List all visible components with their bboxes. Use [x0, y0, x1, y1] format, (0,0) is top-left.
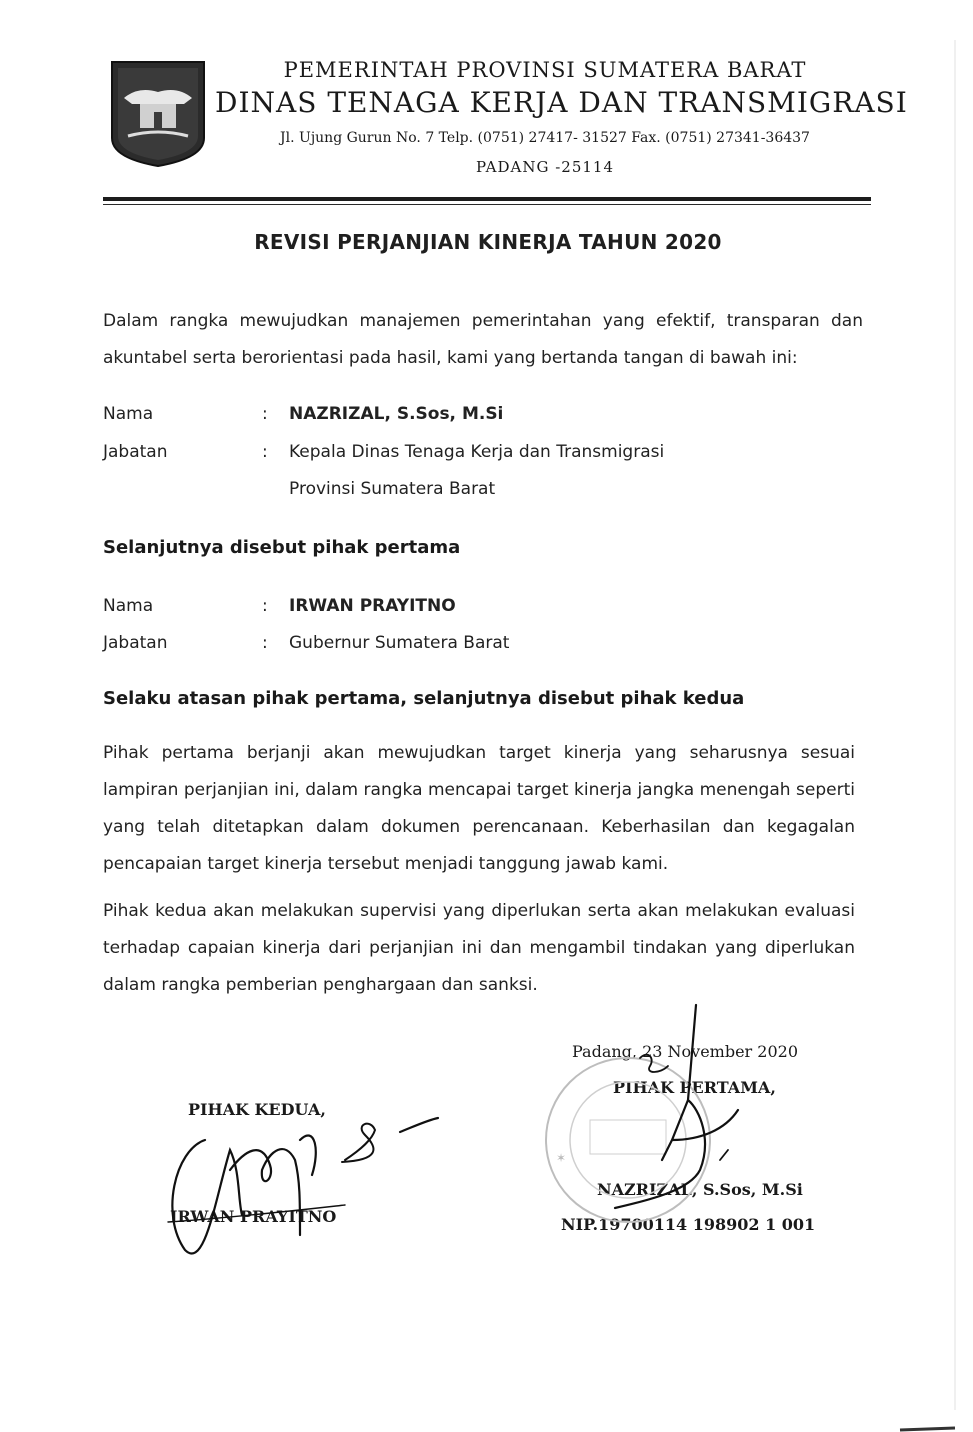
party2-name-value: IRWAN PRAYITNO: [289, 596, 456, 616]
right-signatory-name: NAZRIZAL, S.Sos, M.Si: [597, 1180, 803, 1199]
document-title: REVISI PERJANJIAN KINERJA TAHUN 2020: [254, 230, 722, 254]
party2-name-label: Nama: [103, 596, 154, 616]
party1-position-value: Kepala Dinas Tenaga Kerja dan Transmigrasi: [289, 442, 665, 462]
party1-position-value-line2: Provinsi Sumatera Barat: [289, 479, 496, 499]
svg-text:✶: ✶: [556, 1151, 567, 1165]
intro-paragraph: Dalam rangka mewujudkan manajemen pemerintahan yang efektif, transparan dan akuntabel serta berorientasi pada hasil, kami yang bertanda tangan di bawah ini:: [103, 311, 863, 368]
commitment-paragraph: Pihak pertama berjanji akan mewujudkan target kinerja yang seharusnya sesuai lampiran perjanjian ini, dalam rangka mencapai target kinerja jangka menengah seperti yang telah ditetapkan dalam dokumen perencanaan. Keberhasilan dan kegagalan pencapaian target kinerja tersebut menjadi tanggung jawab kami.: [103, 743, 855, 874]
party2-position-value: Gubernur Sumatera Barat: [289, 633, 510, 653]
party2-heading: Selaku atasan pihak pertama, selanjutnya disebut pihak kedua: [103, 688, 745, 709]
left-signatory-name: IRWAN PRAYITNO: [170, 1207, 337, 1226]
party2-position-label: Jabatan: [103, 633, 168, 653]
right-signatory-nip: NIP.19700114 198902 1 001: [561, 1215, 816, 1234]
party1-name-colon: :: [262, 404, 268, 424]
party1-name-label: Nama: [103, 404, 154, 424]
letterhead-agency: DINAS TENAGA KERJA DAN TRANSMIGRASI: [215, 86, 908, 119]
letterhead-government: PEMERINTAH PROVINSI SUMATERA BARAT: [283, 58, 807, 82]
party1-heading: Selanjutnya disebut pihak pertama: [103, 537, 461, 558]
letterhead-divider-thin: [103, 204, 871, 205]
party2-name-colon: :: [262, 596, 268, 616]
letterhead-divider: [103, 197, 871, 201]
letterhead-address: Jl. Ujung Gurun No. 7 Telp. (0751) 27417- 31527 Fax. (0751) 27341-36437: [280, 130, 810, 146]
supervision-paragraph: Pihak kedua akan melakukan supervisi yang diperlukan serta akan melakukan evaluasi terhadap capaian kinerja dari perjanjian ini dan mengambil tindakan yang diperlukan dalam rangka pemberian penghargaan dan sanksi.: [103, 901, 855, 995]
party1-position-colon: :: [262, 442, 268, 462]
party1-position-label: Jabatan: [103, 442, 168, 462]
left-signatory-title: PIHAK KEDUA,: [188, 1100, 326, 1119]
party1-name-value: NAZRIZAL, S.Sos, M.Si: [289, 404, 504, 424]
letterhead-city: PADANG -25114: [475, 158, 615, 176]
province-logo-icon: [108, 58, 208, 170]
party2-position-colon: :: [262, 633, 268, 653]
signing-date: Padang, 23 November 2020: [572, 1042, 799, 1061]
right-signatory-title: PIHAK PERTAMA,: [613, 1078, 776, 1097]
